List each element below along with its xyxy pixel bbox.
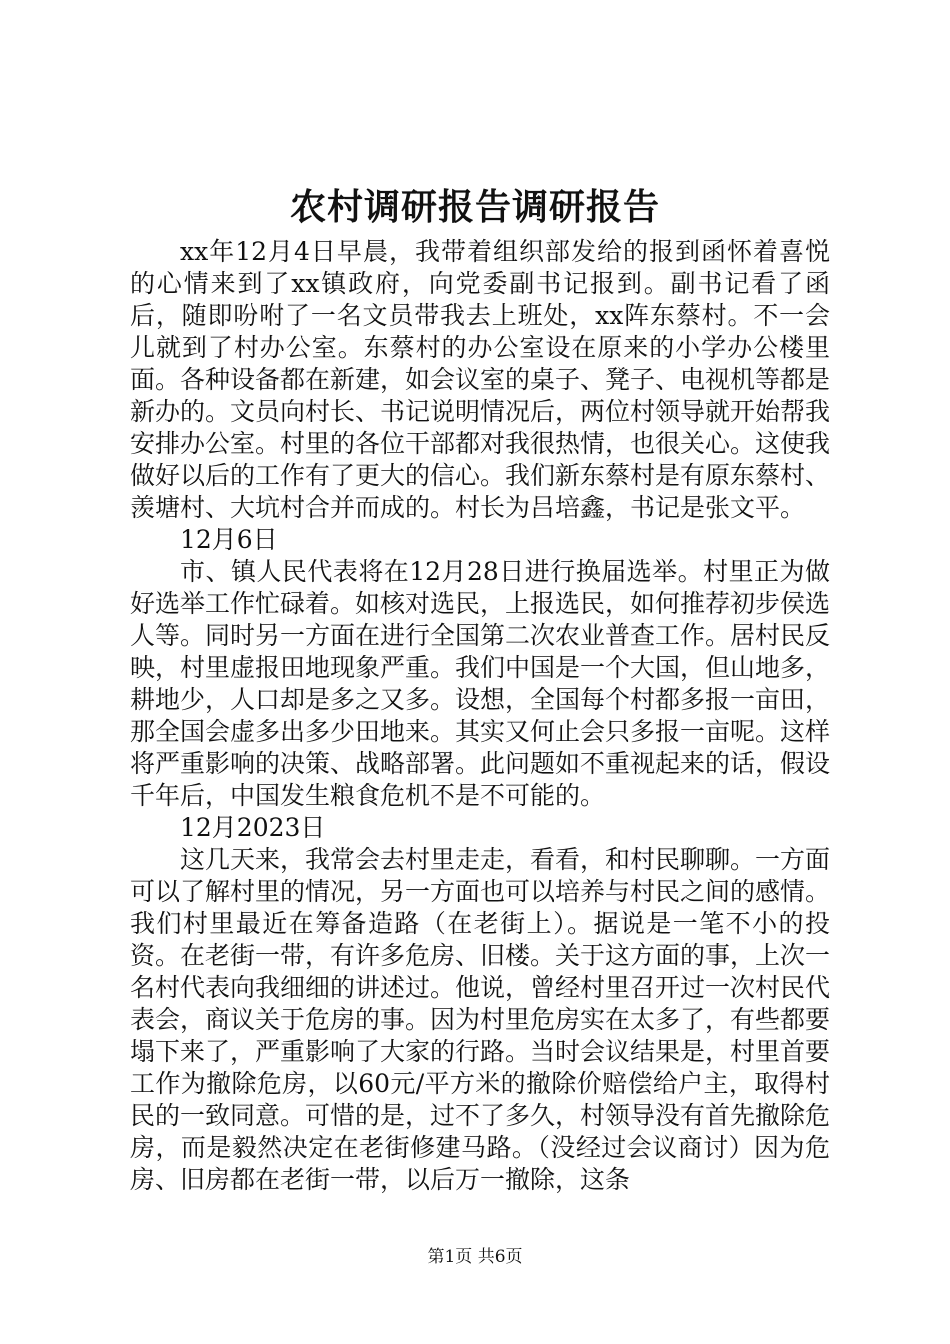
document-title: 农村调研报告调研报告 bbox=[289, 186, 660, 228]
date-heading-dec-6: 12月6日 bbox=[180, 525, 278, 554]
paragraph-old-street: 这几天来，我常会去村里走走，看看，和村民聊聊。一方面可以了解村里的情况，另一方面也可以培养与村民之间的感情。我们村里最近在筹备造路（在老街上）。据说是一笔不小的投资。在老街一带，有许多危房、旧楼。关于这方面的事，上次一名村代表向我细细的讲述过。他说，曾经村里召开过一次村民代表会，商议关于危房的事。因为村里危房实在太多了，有些都要塌下来了，严重影响了大家的行路。当时会议结果是，村里首要工作为撤除危房，以60元/平方米的撤除价赔偿给户主，取得村民的一致同意。可惜的是，过不了多久，村领导没有首先撤除危房，而是毅然决定在老街修建马路。（没经过会议商讨）因为危房、旧房都在老街一带，以后万一撤除，这条 bbox=[130, 845, 831, 1194]
paragraph-dec-4: xx年12月4日早晨，我带着组织部发给的报到函怀着喜悦的心情来到了xx镇政府，向党委副书记报到。副书记看了函后，随即吩咐了一名文员带我去上班处，xx阵东蔡村。不一会儿就到了村办公室。东蔡村的办公室设在原来的小学办公楼里面。各种设备都在新建，如会议室的桌子、凳子、电视机等都是新办的。文员向村长、书记说明情况后，两位村领导就开始帮我安排办公室。村里的各位干部都对我很热情，也很关心。这使我做好以后的工作有了更大的信心。我们新东蔡村是有原东蔡村、羡塘村、大坑村合并而成的。村长为吕培鑫，书记是张文平。 bbox=[130, 237, 831, 522]
paragraph-election: 市、镇人民代表将在12月28日进行换届选举。村里正为做好选举工作忙碌着。如核对选民，上报选民，如何推荐初步侯选人等。同时另一方面在进行全国第二次农业普查工作。居村民反映，村里虚报田地现象严重。我们中国是一个大国，但山地多，耕地少，人口却是多之又多。设想，全国每个村都多报一亩田，那全国会虚多出多少田地来。其实又何止会只多报一亩呢。这样将严重影响的决策、战略部署。此问题如不重视起来的话，假设千年后，中国发生粮食危机不是不可能的。 bbox=[130, 557, 831, 810]
document-body bbox=[130, 236, 830, 1196]
page-footer: 第1页 共6页 bbox=[427, 1247, 523, 1267]
date-heading-dec-2023: 12月2023日 bbox=[180, 813, 326, 842]
